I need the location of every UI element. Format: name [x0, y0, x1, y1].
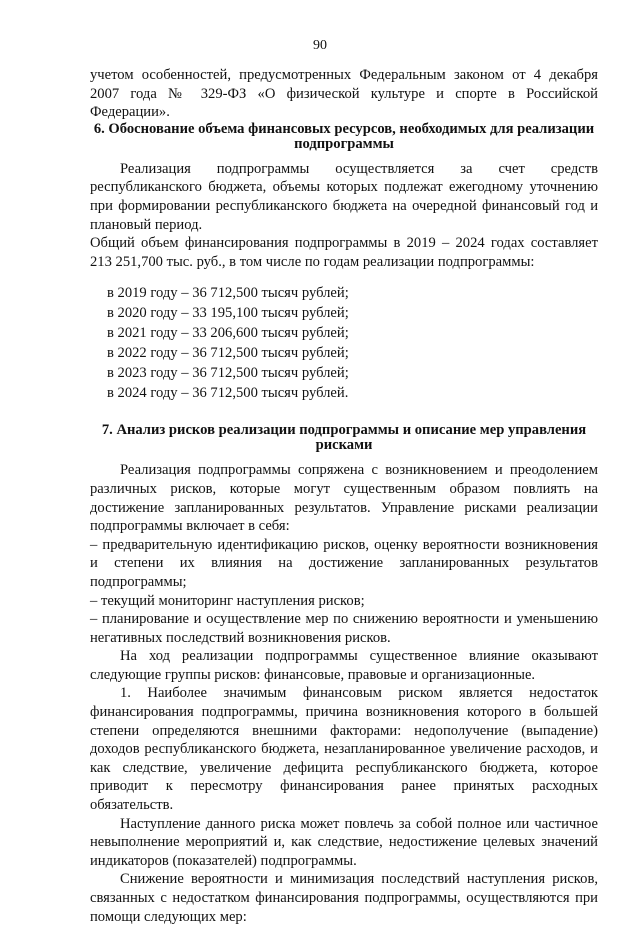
risk-measure-item-1: – предварительную идентификацию рисков, оценку вероятности возникновения и степени их влияния на достижение запланированных результатов подпрограммы; — [90, 536, 598, 590]
section-6-paragraph-2: Общий объем финансирования подпрограммы в 2019 – 2024 годах составляет 213 251,700 тыс. руб., в том числе по годам реализации подпрограммы: — [90, 235, 598, 270]
continuation-paragraph: учетом особенностей, предусмотренных Федеральным законом от 4 декабря 2007 года № 329-ФЗ «О физической культуре и спорте в Российской Федерации». — [90, 67, 598, 121]
funding-year-2021: в 2021 году – 33 206,600 тысяч рублей; — [107, 325, 349, 342]
section-7-paragraph-5: Снижение вероятности и минимизация последствий наступления рисков, связанных с недостатком финансирования подпрограммы, осуществляются при помощи следующих мер: — [90, 871, 598, 925]
funding-year-2020: в 2020 году – 33 195,100 тысяч рублей; — [107, 305, 349, 322]
funding-by-year-list — [90, 283, 598, 403]
page-content — [90, 66, 598, 926]
section-6-heading: 6. Обоснование объема финансовых ресурсов, необходимых для реализации подпрограммы — [93, 120, 595, 152]
funding-year-2022: в 2022 году – 36 712,500 тысяч рублей; — [107, 345, 349, 362]
section-7-paragraph-1: Реализация подпрограммы сопряжена с возникновением и преодолением различных рисков, которые могут существенным образом повлиять на достижение запланированных результатов. Управление рисками реализации подпрограммы включает в себя: — [90, 462, 598, 535]
section-7-heading: 7. Анализ рисков реализации подпрограммы и описание мер управления рисками — [101, 422, 587, 454]
section-7-paragraph-2: На ход реализации подпрограммы существенное влияние оказывают следующие группы рисков: финансовые, правовые и организационные. — [90, 648, 598, 683]
funding-year-2023: в 2023 году – 36 712,500 тысяч рублей; — [107, 365, 349, 382]
risk-measure-item-2: – текущий мониторинг наступления рисков; — [90, 592, 365, 609]
section-7-paragraph-3: 1. Наиболее значимым финансовым риском является недостаток финансирования подпрограммы, причина возникновения которого в большей степени определяются внешними факторами: недополучение (выпадение) доходов республиканского бюджета, незапланированное увеличение расходов, и как следствие, увеличение дефицита республиканского бюджета, которое приводит к пересмотру финансирования ранее принятых расходных обязательств. — [90, 685, 598, 814]
funding-year-2019: в 2019 году – 36 712,500 тысяч рублей; — [107, 285, 349, 302]
page-number: 90 — [313, 38, 327, 53]
section-7-paragraph-4: Наступление данного риска может повлечь за собой полное или частичное невыполнение мероприятий и, как следствие, недостижение целевых значений индикаторов (показателей) подпрограммы. — [90, 815, 598, 869]
risk-measure-item-3: – планирование и осуществление мер по снижению вероятности и уменьшению негативных последствий возникновения рисков. — [90, 611, 598, 646]
section-6-paragraph-1: Реализация подпрограммы осуществляется за счет средств республиканского бюджета, объемы которых подлежат ежегодному уточнению при формировании республиканского бюджета на очередной финансовый год и плановый период. — [90, 160, 598, 233]
funding-year-2024: в 2024 году – 36 712,500 тысяч рублей. — [107, 385, 349, 402]
